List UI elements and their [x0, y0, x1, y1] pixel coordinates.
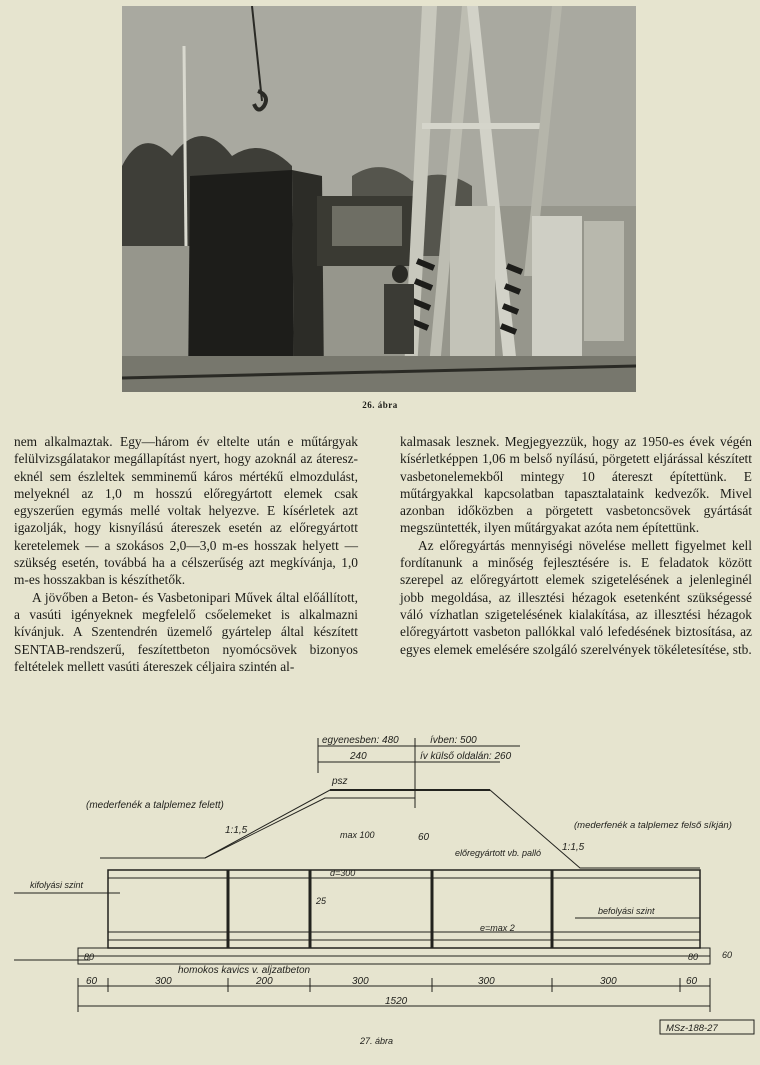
label-left-note: (mederfenék a talplemez felett): [86, 800, 224, 811]
label-psz: psz: [332, 776, 348, 787]
label-slope-left: 1:1,5: [225, 825, 248, 836]
text-column-right: [400, 433, 752, 658]
construction-photo: [122, 6, 636, 392]
text-column-left: [14, 433, 358, 675]
label-emax: e=max 2: [480, 923, 515, 933]
figure-27-caption: 27. ábra: [360, 1036, 394, 1046]
label-80-right: 80: [688, 952, 699, 962]
label-25: 25: [316, 896, 327, 906]
bottom-dim: 300: [352, 976, 369, 987]
label-60: 60: [418, 832, 430, 843]
paragraph: A jövőben a Beton- és Vasbetonipari Művek által előállított, a vasúti igényeknek megfelelő csőelemeket is alkalmazni kívánjuk. A Szentendrén üzemelő gyártelep által készített SENTAB-rendszerű, feszítettbeton nyomócsövek bizonyos feltételek mellett vasúti átereszek céljaira szintén al-: [14, 589, 358, 674]
bottom-dim: 200: [256, 976, 273, 987]
label-straight: egyenesben: 480: [322, 735, 399, 746]
label-60-vertical: 60: [722, 950, 733, 960]
bottom-dim: 300: [478, 976, 495, 987]
label-max: max 100: [340, 830, 375, 840]
label-inlet-left: kifolyási szint: [30, 880, 84, 890]
label-gravel: homokos kavics v. aljzatbeton: [178, 965, 311, 976]
total-dim: 1520: [385, 996, 408, 1007]
figure-26-caption: 26. ábra: [362, 400, 398, 410]
label-precast: előregyártott vb. palló: [455, 848, 542, 858]
label-dim-240: 240: [350, 751, 367, 762]
label-80-left: 80: [84, 952, 95, 962]
figure-stamp: MSz-188-27: [666, 1023, 718, 1034]
paragraph: Az előregyártás mennyiségi növelése mellett figyelmet kell fordítanunk a minőség fejlesztésére is. E feladatok között szerepel az előregyártott elemek szigetelésének a jelenleginél jobb megoldása, az illesztési hézagok esetenként szükségessé váló vízhatlan szigetelésének kialakítása, az illesztési hézagok előregyártott vasbeton pallókkal való lefedésének biztosítása, az egyes elemek emelésére szolgáló szerelvények tökéletesítése, stb.: [400, 537, 752, 657]
label-curve: ívben: 500: [430, 735, 477, 746]
paragraph: kalmasak lesznek. Megjegyezzük, hogy az 1950-es évek végén kísérletképpen 1,06 m belső nyílású, pörgetett eljárással készített vasbetonelemekből mintegy 10 átereszt építettünk. E műtárgyakkal kapcsolatban tapasztalataink kedvezők. Mivel azonban időközben a pörgetett vasbetoncsövek gyártását megszüntették, ilyen műtárgyakat azóta nem építettünk.: [400, 434, 752, 536]
label-slope-right: 1:1,5: [562, 842, 585, 853]
label-d300: d=300: [330, 868, 356, 878]
bottom-dim: 60: [86, 976, 98, 987]
label-right-note: (mederfenék a talplemez felső síkján): [574, 820, 732, 831]
label-inlet-right: befolyási szint: [598, 906, 655, 916]
paragraph: nem alkalmaztak. Egy—három év eltelte után e műtárgyak felülvizsgálatakor megállapítást nyert, hogy azoknál az átereszeknél sem észleltek semminemű káros mértékű elmozdulást, melyeknél az 1,0 m hosszú előregyártott elemek csak egyszerűen egymás mellé voltak helyezve. E kísérletek azt igazolják, hogy kisnyílású átereszek esetén az előregyártott keretelemek — a szokásos 2,0—3,0 m-es hosszak helyett — szükség esetén, továbbá ha a célszerűség azt megkívánja, 1,0 m-es hosszakban is készíthetők.: [14, 434, 358, 588]
culvert-drawing: [0, 728, 760, 1048]
bottom-dim: 60: [686, 976, 698, 987]
label-dim-260: ív külső oldalán: 260: [420, 751, 512, 762]
bottom-dim: 300: [155, 976, 172, 987]
bottom-dim: 300: [600, 976, 617, 987]
